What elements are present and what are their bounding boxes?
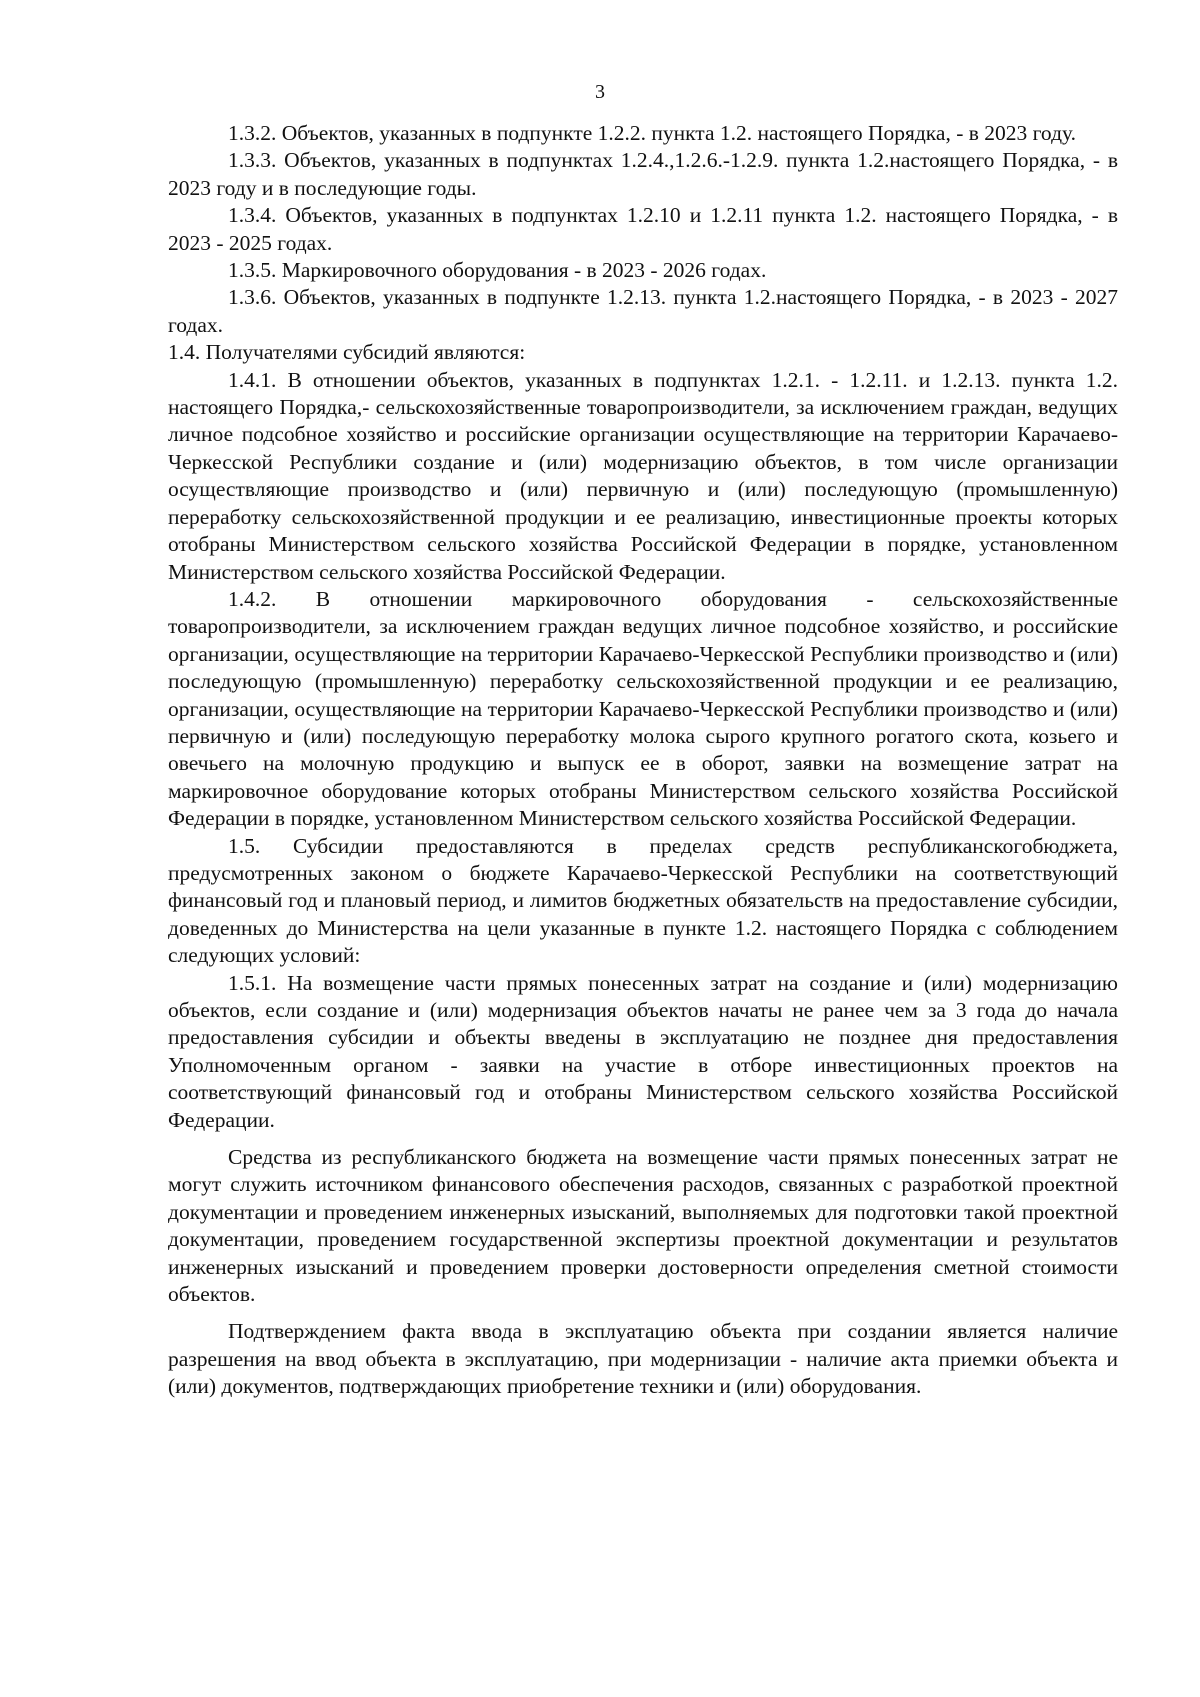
paragraph-1-5-1: 1.5.1. На возмещение части прямых понесенных затрат на создание и (или) модернизацию объектов, если создание и (или) модернизация объектов начаты не ранее чем за 3 года до начала предоставления субсидии и объекты введены в эксплуатацию не позднее дня предоставления Уполномоченным органом - заявки на участие в отборе инвестиционных проектов на соответствующий финансовый год и отобраны Министерством сельского хозяйства Российской Федерации. bbox=[168, 970, 1118, 1132]
paragraph-1-4-2: 1.4.2. В отношении маркировочного оборудования - сельскохозяйственные товаропроизводители, за исключением граждан ведущих личное подсобное хозяйство, и российские организации, осуществляющие на территории Карачаево-Черкесской Республики производство и (или) последующую (промышленную) переработку сельскохозяйственной продукции и ее реализацию, организации, осуществляющие на территории Карачаево-Черкесской Республики производство и (или) первичную и (или) последующую переработку молока сырого крупного рогатого скота, козьего и овечьего на молочную продукцию и выпуск ее в оборот, заявки на возмещение затрат на маркировочное оборудование которых отобраны Министерством сельского хозяйства Российской Федерации в порядке, установленном Министерством сельского хозяйства Российской Федерации. bbox=[168, 586, 1118, 831]
paragraph-1-3-5: 1.3.5. Маркировочного оборудования - в 2023 - 2026 годах. bbox=[228, 258, 767, 283]
paragraph-1-4: 1.4. Получателями субсидий являются: bbox=[168, 340, 526, 365]
paragraph-commissioning-confirmation: Подтверждением факта ввода в эксплуатацию объекта при создании является наличие разрешения на ввод объекта в эксплуатацию, при модернизации - наличие акта приемки объекта и (или) документов, подтверждающих приобретение техники и (или) оборудования. bbox=[168, 1319, 1118, 1399]
paragraph-1-4-1: 1.4.1. В отношении объектов, указанных в подпунктах 1.2.1. - 1.2.11. и 1.2.13. пункта 1.2. настоящего Порядка,- сельскохозяйственные товаропроизводители, за исключением граждан, ведущих личное подсобное хозяйство и российские организации осуществляющие на территории Карачаево-Черкесской Республики создание и (или) модернизацию объектов, в том числе организации осуществляющие производство и (или) первичную и (или) последующую (промышленную) переработку сельскохозяйственной продукции и ее реализацию, инвестиционные проекты которых отобраны Министерством сельского хозяйства Российской Федерации в порядке, установленном Министерством сельского хозяйства Российской Федерации. bbox=[168, 367, 1118, 584]
document-body bbox=[168, 120, 1118, 1401]
paragraph-funding-restrictions: Средства из республиканского бюджета на возмещение части прямых понесенных затрат не могут служить источником финансового обеспечения расходов, связанных с разработкой проектной документации и проведением инженерных изысканий, выполняемых для подготовки такой проектной документации, проведением государственной экспертизы проектной документации и результатов инженерных изысканий и проведением проверки достоверности определения сметной стоимости объектов. bbox=[168, 1145, 1118, 1307]
paragraph-1-5: 1.5. Субсидии предоставляются в пределах средств республиканскогобюджета, предусмотренных законом о бюджете Карачаево-Черкесской Республики на соответствующий финансовый год и плановый период, и лимитов бюджетных обязательств на предоставление субсидии, доведенных до Министерства на цели указанные в пункте 1.2. настоящего Порядка с соблюдением следующих условий: bbox=[168, 833, 1118, 968]
paragraph-1-3-4: 1.3.4. Объектов, указанных в подпунктах 1.2.10 и 1.2.11 пункта 1.2. настоящего Порядка, - в 2023 - 2025 годах. bbox=[168, 203, 1118, 255]
page-number: 3 bbox=[595, 81, 605, 103]
paragraph-1-3-6: 1.3.6. Объектов, указанных в подпункте 1.2.13. пункта 1.2.настоящего Порядка, - в 2023 - 2027 годах. bbox=[168, 285, 1118, 337]
paragraph-1-3-3: 1.3.3. Объектов, указанных в подпунктах 1.2.4.,1.2.6.-1.2.9. пункта 1.2.настоящего Порядка, - в 2023 году и в последующие годы. bbox=[168, 148, 1118, 200]
paragraph-1-3-2: 1.3.2. Объектов, указанных в подпункте 1.2.2. пункта 1.2. настоящего Порядка, - в 2023 году. bbox=[228, 121, 1076, 145]
